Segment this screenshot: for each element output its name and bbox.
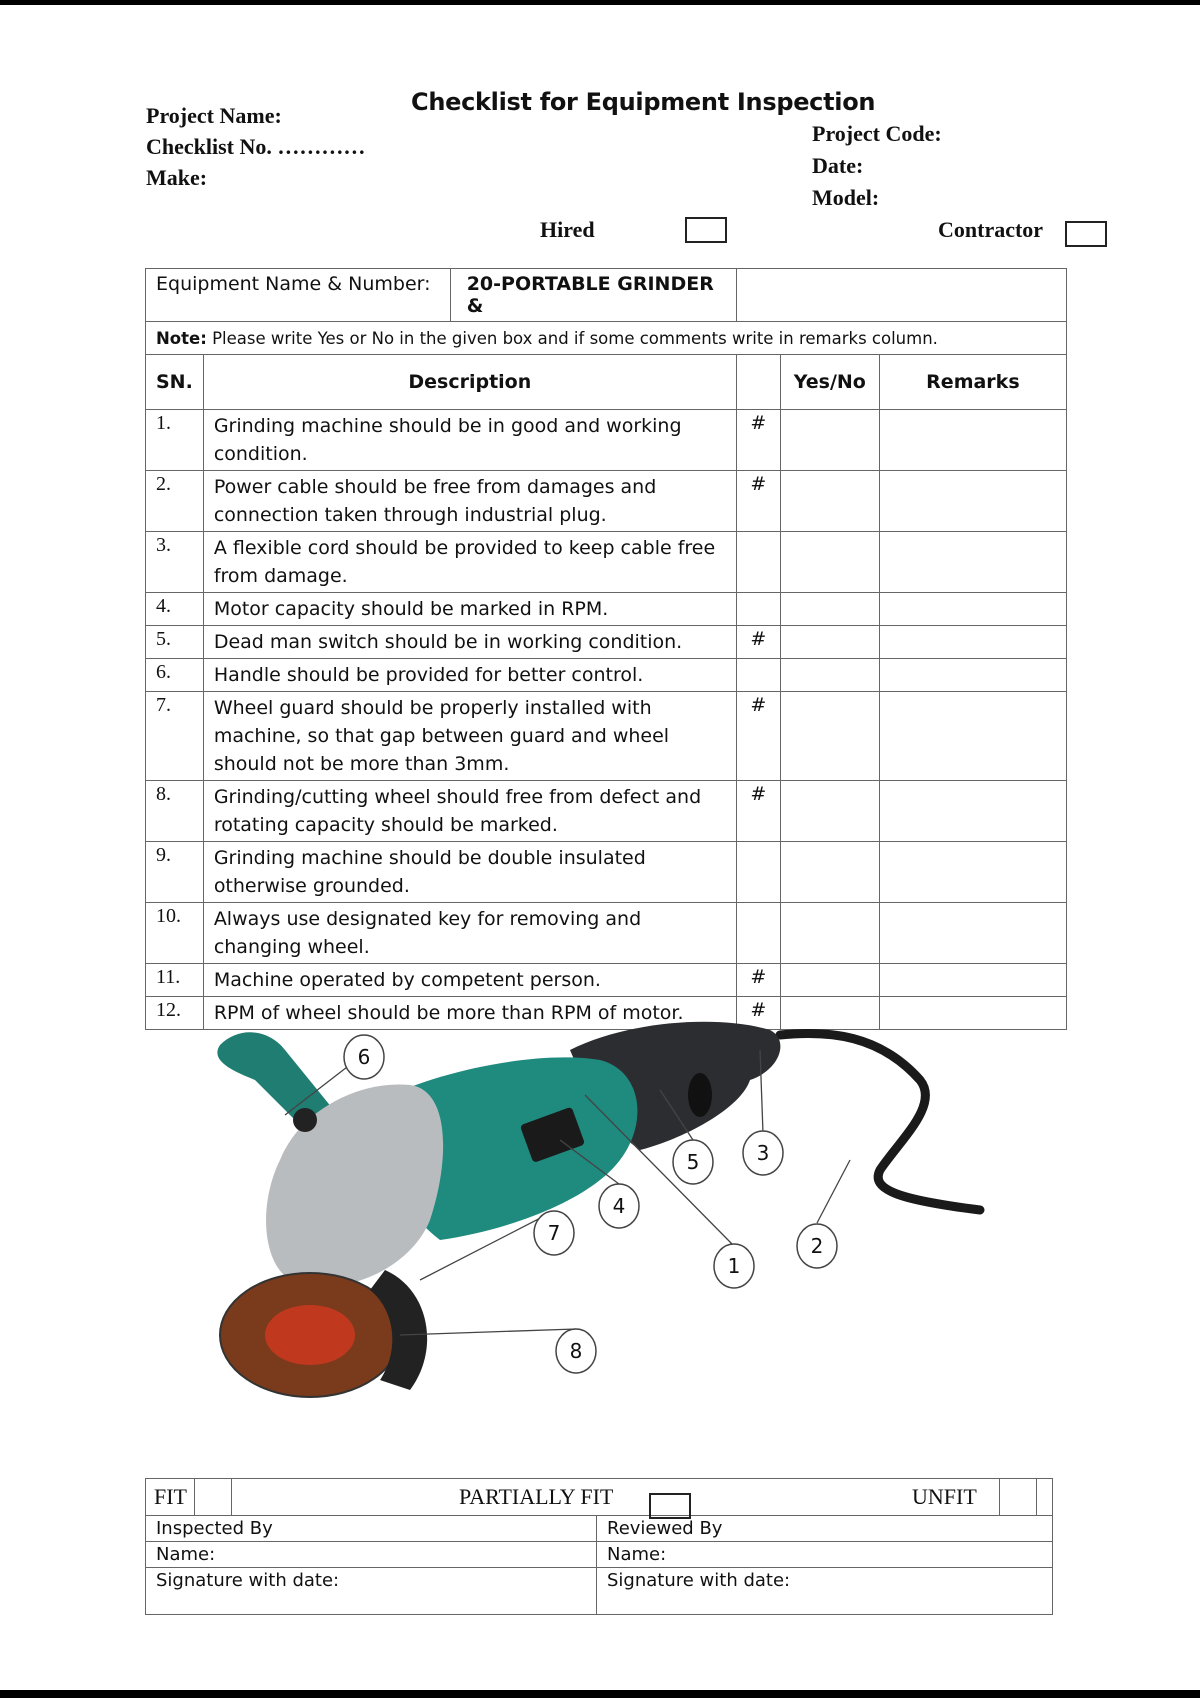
- row-description: Grinding machine should be in good and working condition.: [203, 410, 736, 471]
- remarks-cell[interactable]: [879, 659, 1066, 692]
- callout-6: 6: [357, 1045, 371, 1069]
- row-mark: #: [736, 781, 780, 842]
- switch-shape: [688, 1073, 712, 1117]
- remarks-cell[interactable]: [879, 471, 1066, 532]
- wheel-label-shape: [265, 1305, 355, 1365]
- yes-no-cell[interactable]: [780, 964, 879, 997]
- table-row: [146, 659, 1067, 692]
- callout-7: 7: [547, 1221, 561, 1245]
- row-sn: 2.: [146, 471, 204, 532]
- header-description: Description: [203, 355, 736, 410]
- make-label: Make:: [146, 165, 208, 190]
- inspector-name-field[interactable]: Name:: [146, 1542, 597, 1568]
- table-row: [146, 903, 1067, 964]
- row-mark: [736, 593, 780, 626]
- status-row: [146, 1479, 1053, 1516]
- signoff-heading-row: [146, 1516, 1053, 1542]
- equipment-value: 20-PORTABLE GRINDER &: [466, 273, 714, 317]
- partially-fit-label: PARTIALLY FIT: [459, 1484, 614, 1509]
- fit-checkbox[interactable]: [195, 1479, 232, 1515]
- yes-no-cell[interactable]: [780, 842, 879, 903]
- project-name-label: Project Name:: [146, 103, 282, 128]
- header-sn: SN.: [146, 355, 204, 410]
- yes-no-cell[interactable]: [780, 471, 879, 532]
- remarks-cell[interactable]: [879, 692, 1066, 781]
- row-mark: #: [736, 692, 780, 781]
- yes-no-cell[interactable]: [780, 532, 879, 593]
- remarks-cell[interactable]: [879, 532, 1066, 593]
- table-row: [146, 471, 1067, 532]
- row-mark: [736, 659, 780, 692]
- remarks-cell[interactable]: [879, 903, 1066, 964]
- row-description: Power cable should be free from damages and connection taken through industrial plug.: [203, 471, 736, 532]
- callout-1: 1: [727, 1254, 741, 1278]
- checklist-no-label: Checklist No. …………: [146, 134, 366, 159]
- grinder-diagram: [180, 1010, 1040, 1450]
- row-sn: 12.: [146, 997, 204, 1030]
- table-row: [146, 626, 1067, 659]
- power-cord-shape: [780, 1033, 980, 1210]
- remarks-cell[interactable]: [879, 410, 1066, 471]
- signoff-table: [145, 1478, 1053, 1615]
- table-row: [146, 692, 1067, 781]
- row-sn: 1.: [146, 410, 204, 471]
- inspector-signature-field[interactable]: Signature with date:: [146, 1568, 597, 1615]
- model-label: Model:: [812, 185, 880, 210]
- yes-no-cell[interactable]: [780, 626, 879, 659]
- project-code-label: Project Code:: [812, 121, 942, 146]
- date-label: Date:: [812, 153, 864, 178]
- row-mark: #: [736, 626, 780, 659]
- fit-label: FIT: [146, 1479, 195, 1515]
- row-description: Grinding machine should be double insulated otherwise grounded.: [203, 842, 736, 903]
- signature-row: [146, 1568, 1053, 1615]
- equipment-label: Equipment Name & Number:: [146, 269, 451, 321]
- unfit-checkbox[interactable]: [999, 1479, 1037, 1515]
- remarks-cell[interactable]: [879, 842, 1066, 903]
- row-sn: 6.: [146, 659, 204, 692]
- row-mark: #: [736, 410, 780, 471]
- callout-4: 4: [612, 1194, 626, 1218]
- row-mark: [736, 903, 780, 964]
- bottom-border: [0, 1690, 1200, 1698]
- checklist-table: [145, 268, 1067, 1030]
- row-description: Wheel guard should be properly installed with machine, so that gap between guard and wheel should not be more than 3mm.: [203, 692, 736, 781]
- row-description: Grinding/cutting wheel should free from defect and rotating capacity should be marked.: [203, 781, 736, 842]
- table-row: [146, 842, 1067, 903]
- row-mark: #: [736, 997, 780, 1030]
- row-sn: 10.: [146, 903, 204, 964]
- yes-no-cell[interactable]: [780, 903, 879, 964]
- row-sn: 5.: [146, 626, 204, 659]
- yes-no-cell[interactable]: [780, 781, 879, 842]
- spindle-lock-shape: [293, 1108, 317, 1132]
- partially-fit-checkbox[interactable]: [649, 1493, 691, 1519]
- header-mark: [736, 355, 780, 410]
- header-yes-no: Yes/No: [780, 355, 879, 410]
- row-description: Dead man switch should be in working condition.: [203, 626, 736, 659]
- contractor-label: Contractor: [938, 217, 1044, 242]
- yes-no-cell[interactable]: [780, 593, 879, 626]
- reviewed-by-label: Reviewed By: [597, 1516, 1053, 1542]
- reviewer-signature-field[interactable]: Signature with date:: [597, 1568, 1053, 1615]
- header-remarks: Remarks: [879, 355, 1066, 410]
- row-description: Always use designated key for removing and changing wheel.: [203, 903, 736, 964]
- row-sn: 4.: [146, 593, 204, 626]
- unfit-label: UNFIT: [912, 1484, 977, 1509]
- table-row: [146, 532, 1067, 593]
- table-header: [146, 355, 1067, 410]
- note-row: [146, 322, 1067, 355]
- yes-no-cell[interactable]: [780, 692, 879, 781]
- callout-8: 8: [569, 1339, 583, 1363]
- remarks-cell[interactable]: [879, 964, 1066, 997]
- table-row: [146, 964, 1067, 997]
- hired-label: Hired: [540, 217, 595, 242]
- row-description: Machine operated by competent person.: [203, 964, 736, 997]
- row-description: Handle should be provided for better control.: [203, 659, 736, 692]
- note-label: Note:: [156, 328, 207, 348]
- row-sn: 7.: [146, 692, 204, 781]
- top-border: [0, 0, 1200, 5]
- remarks-cell[interactable]: [879, 781, 1066, 842]
- row-sn: 11.: [146, 964, 204, 997]
- name-row: [146, 1542, 1053, 1568]
- row-mark: #: [736, 964, 780, 997]
- inspected-by-label: Inspected By: [146, 1516, 597, 1542]
- callout-2: 2: [810, 1234, 824, 1258]
- callout-5: 5: [686, 1150, 700, 1174]
- page-title: Checklist for Equipment Inspection: [411, 88, 876, 116]
- table-row: [146, 593, 1067, 626]
- row-mark: [736, 842, 780, 903]
- yes-no-cell[interactable]: [780, 659, 879, 692]
- row-sn: 8.: [146, 781, 204, 842]
- table-row: [146, 410, 1067, 471]
- equipment-row: [146, 269, 1067, 322]
- row-description: Motor capacity should be marked in RPM.: [203, 593, 736, 626]
- row-mark: #: [736, 471, 780, 532]
- row-mark: [736, 532, 780, 593]
- callout-3: 3: [756, 1141, 770, 1165]
- row-description: A flexible cord should be provided to keep cable free from damage.: [203, 532, 736, 593]
- remarks-cell[interactable]: [879, 593, 1066, 626]
- hired-checkbox[interactable]: [685, 217, 727, 243]
- yes-no-cell[interactable]: [780, 410, 879, 471]
- reviewer-name-field[interactable]: Name:: [597, 1542, 1053, 1568]
- row-sn: 3.: [146, 532, 204, 593]
- remarks-cell[interactable]: [879, 626, 1066, 659]
- note-text: Please write Yes or No in the given box and if some comments write in remarks column.: [212, 328, 938, 348]
- table-row: [146, 781, 1067, 842]
- contractor-checkbox[interactable]: [1065, 221, 1107, 247]
- row-sn: 9.: [146, 842, 204, 903]
- row-description: RPM of wheel should be more than RPM of motor.: [203, 997, 736, 1030]
